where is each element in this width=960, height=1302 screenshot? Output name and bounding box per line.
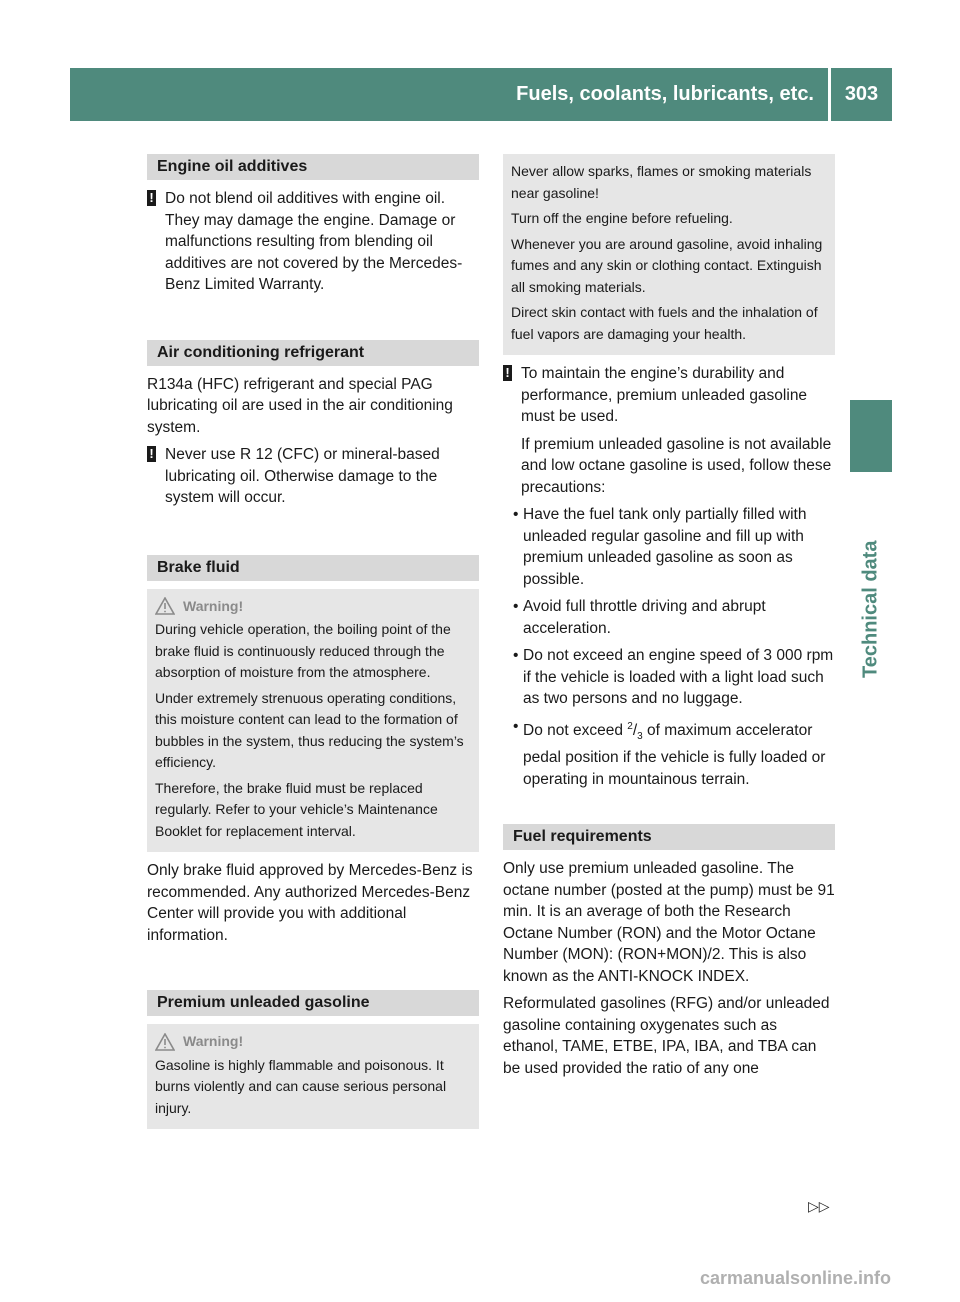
warning-paragraph: Whenever you are around gasoline, avoid inhaling fumes and any skin or clothing contact. Extinguish all smoking materials. (511, 235, 823, 295)
paragraph: Only brake fluid approved by Mercedes-Benz is recommended. Any authorized Mercedes-Benz Center will provide you with additional information. (147, 862, 473, 944)
list-item-text: Do not exceed (523, 721, 628, 739)
right-column (503, 154, 835, 1085)
warning-paragraph: Under extremely strenuous operating conditions, this moisture content can lead to the formation of bubbles in the system, thus reducing the system’s efficiency. (155, 689, 464, 770)
page-number: 303 (844, 83, 879, 105)
notice-text: To maintain the engine’s durability and performance, premium unleaded gasoline must be used. (521, 365, 808, 425)
page-header (70, 68, 892, 121)
list-item: • Avoid full throttle driving and abrupt acceleration. (513, 596, 835, 639)
watermark: carmanualsonline.info (700, 1268, 892, 1288)
section-heading-engine-oil: Engine oil additives (147, 154, 479, 180)
notice-engine-oil (147, 188, 479, 296)
warning-title (155, 1031, 471, 1053)
left-column (147, 154, 479, 1137)
section-heading-fuel-requirements: Fuel requirements (503, 824, 835, 850)
warning-paragraph: Direct skin contact with fuels and the inhalation of fuel vapors are damaging your health. (511, 304, 818, 342)
notice-engine-durability (503, 363, 835, 428)
paragraph: Only use premium unleaded gasoline. The octane number (posted at the pump) must be 91 min. It is an average of both the Research Octane Number (RON) and the Motor Octane Number (MON): (RON+MON)/2. This is also known as the ANTI-KNOCK INDEX. (503, 860, 835, 985)
notice-air-conditioning (147, 444, 479, 509)
list-item-text: of maximum accelerator pedal position if the vehicle is fully loaded or operating in mountainous terrain. (523, 721, 826, 788)
exclamation-icon: ! (503, 365, 512, 381)
list-item (513, 716, 835, 791)
notice-text: Never use R 12 (CFC) or mineral-based lubricating oil. Otherwise damage to the system will occur. (165, 446, 440, 506)
continue-arrows-icon: ▷▷ (808, 1198, 830, 1214)
warning-box-brake-fluid (147, 589, 479, 853)
warning-paragraph: Gasoline is highly flammable and poisonous. It burns violently and can cause serious personal injury. (155, 1056, 447, 1116)
warning-paragraph: Therefore, the brake fluid must be replaced regularly. Refer to your vehicle’s Maintenance Booklet for replacement interval. (155, 779, 438, 839)
side-tab-label: Technical data (859, 540, 882, 678)
warning-box-continued (503, 154, 835, 355)
section-heading-brake-fluid: Brake fluid (147, 555, 479, 581)
warning-title-text: Warning! (183, 597, 244, 614)
exclamation-icon: ! (147, 446, 156, 462)
exclamation-icon: ! (147, 190, 156, 206)
paragraph: R134a (HFC) refrigerant and special PAG lubricating oil are used in the air conditioning system. (147, 375, 453, 436)
side-tab-marker (850, 400, 892, 472)
warning-paragraph: Never allow sparks, flames or smoking materials near gasoline! (511, 163, 812, 201)
section-heading-premium-gasoline: Premium unleaded gasoline (147, 990, 479, 1016)
paragraph: If premium unleaded gasoline is not available and low octane gasoline is used, follow these precautions: (521, 435, 832, 496)
warning-triangle-icon (155, 1033, 175, 1051)
section-heading-air-conditioning: Air conditioning refrigerant (147, 340, 479, 366)
fraction-two-thirds: $^2/_3$ (627, 720, 643, 742)
warning-triangle-icon (155, 597, 175, 615)
chapter-title: Fuels, coolants, lubricants, etc. (516, 83, 814, 105)
warning-title (155, 596, 471, 618)
notice-text: Do not blend oil additives with engine oil. They may damage the engine. Damage or malfunctions resulting from blending oil additives are not covered by the Mercedes-Benz Limited Warranty. (165, 190, 463, 293)
warning-title-text: Warning! (183, 1033, 244, 1049)
paragraph: Reformulated gasolines (RFG) and/or unleaded gasoline containing oxygenates such as ethanol, TAME, ETBE, IPA, IBA, and TBA can be used provided the ratio of any one (503, 995, 830, 1077)
warning-box-premium-gasoline (147, 1024, 479, 1129)
warning-paragraph: During vehicle operation, the boiling point of the brake fluid is continuously reduced through the absorption of moisture from the atmosphere. (155, 621, 451, 680)
list-item: • Do not exceed an engine speed of 3 000 rpm if the vehicle is loaded with a light load such as two persons and no luggage. (513, 645, 835, 710)
list-item: • Have the fuel tank only partially filled with unleaded regular gasoline and fill up with premium unleaded gasoline as soon as possible. (513, 504, 835, 590)
precaution-list (503, 504, 835, 790)
warning-paragraph: Turn off the engine before refueling. (511, 210, 733, 226)
